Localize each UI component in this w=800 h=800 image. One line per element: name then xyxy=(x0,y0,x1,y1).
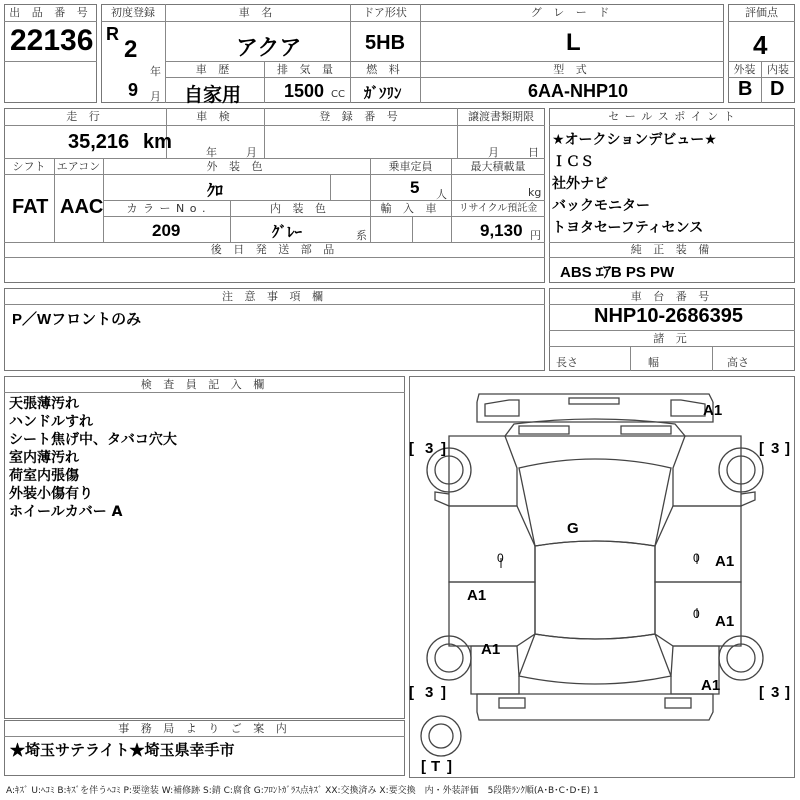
model-label: 型 式 xyxy=(553,63,591,76)
month-unit: 月 xyxy=(150,90,161,103)
grade: L xyxy=(566,29,581,56)
sales-point-item: ★オークションデビュー★ xyxy=(552,132,717,148)
exterior-score: B xyxy=(738,78,753,100)
sales-point-item: 社外ナビ xyxy=(552,176,608,192)
int-color: ｸﾞﾚｰ xyxy=(272,224,303,241)
displacement: 1500 xyxy=(284,81,325,101)
car-name-label: 車 名 xyxy=(238,6,277,19)
persons-unit: 人 xyxy=(436,188,447,201)
fuel: ｶﾞｿﾘﾝ xyxy=(364,85,402,102)
inspection-year-unit: 年 xyxy=(206,146,217,159)
inspection-label: 車 検 xyxy=(196,110,234,123)
tire-rl-bracket-open: [ xyxy=(409,684,414,701)
mark-right-zero: 0 xyxy=(693,551,700,565)
tire-fr-bracket-open: [ xyxy=(759,440,764,457)
mark-tire-fr: 3 xyxy=(771,440,780,457)
inspector-note: ホイールカバー A xyxy=(9,504,123,520)
transfer-deadline-label: 譲渡書類期限 xyxy=(468,110,534,123)
reg-year: 2 xyxy=(124,36,138,63)
aircon: AAC xyxy=(60,196,104,218)
mark-left-front-door: A1 xyxy=(467,587,487,604)
km-unit: km xyxy=(143,131,172,153)
width-label: 幅 xyxy=(648,356,659,369)
kg-unit: kg xyxy=(528,186,542,199)
inspector-note: 外装小傷有り xyxy=(9,486,93,502)
reg-no-label: 登 録 番 号 xyxy=(319,110,402,123)
notes-label: 注 意 事 項 欄 xyxy=(222,290,327,303)
mark-rear-bumper: A1 xyxy=(701,677,721,694)
mark-windshield: G xyxy=(567,520,579,537)
mark-left-rear-fender: A1 xyxy=(481,641,501,658)
mark-right-front-door: A1 xyxy=(715,553,735,570)
mark-spare: T xyxy=(431,758,441,775)
sales-point-item: バックモニター xyxy=(552,198,650,214)
displacement-label: 排 気 量 xyxy=(277,63,337,76)
spare-bracket-close: ] xyxy=(447,758,452,775)
mileage-label: 走 行 xyxy=(66,110,104,123)
genuine-equipment-label: 純 正 装 備 xyxy=(630,243,714,256)
sales-point-item: トヨタセーフティセンス xyxy=(552,220,704,236)
era: R xyxy=(106,24,119,44)
mark-tire-rl: 3 xyxy=(425,684,434,701)
inspector-notes-list xyxy=(9,395,177,521)
aircon-label: エアコン xyxy=(56,160,101,173)
deadline-month-unit: 月 xyxy=(488,146,499,159)
import-label: 輸 入 車 xyxy=(380,202,441,215)
history: 自家用 xyxy=(184,85,242,106)
body-color-label: 外 装 色 xyxy=(206,160,267,173)
tire-fr-bracket-close: ] xyxy=(785,440,790,457)
lot-number: 22136 xyxy=(10,24,94,57)
inspector-note: 室内薄汚れ xyxy=(9,450,79,466)
mark-right-zero2: 0 xyxy=(693,607,700,621)
inspector-note: 天張薄汚れ xyxy=(9,396,79,412)
exterior-label: 外装 xyxy=(733,63,756,76)
color-no-label: カ ラ ー N o . xyxy=(126,202,207,215)
tire-rr-bracket-open: [ xyxy=(759,684,764,701)
tire-rr-bracket-close: ] xyxy=(785,684,790,701)
door-label: ドア形状 xyxy=(363,6,407,19)
sales-points-label: セ ー ル ス ポ イ ン ト xyxy=(608,110,736,123)
later-parts-label: 後 日 発 送 部 品 xyxy=(210,243,339,256)
cc-unit: CC xyxy=(331,89,345,100)
inspector-note: シート焦げ中、タバコ穴大 xyxy=(9,432,177,448)
tire-fl-bracket-close: ] xyxy=(441,440,446,457)
capacity: 5 xyxy=(410,178,420,197)
mark-tire-fl: 3 xyxy=(425,440,434,457)
fuel-label: 燃 料 xyxy=(366,63,404,76)
length-label: 長さ xyxy=(556,356,578,369)
sales-points-list xyxy=(552,129,717,239)
chassis-label: 車 台 番 号 xyxy=(630,290,714,303)
chassis-no: NHP10-2686395 xyxy=(594,305,743,327)
grade-label: グ レ ー ド xyxy=(530,6,614,19)
first-reg-label: 初度登録 xyxy=(111,6,155,19)
body-color: ｸﾛ xyxy=(207,183,224,200)
office-label: 事 務 局 よ り ご 案 内 xyxy=(118,722,291,735)
mark-left-zero: 0 xyxy=(497,551,504,565)
deadline-day-unit-visible: 日 xyxy=(528,146,539,159)
dimensions-label: 諸 元 xyxy=(653,332,691,345)
legend: A:ｷｽﾞ U:ﾍｺﾐ B:ｷｽﾞを伴うﾍｺﾐ P:要塗装 W:補修跡 S:錆 C:腐食 G:ﾌﾛﾝﾄｶﾞﾗｽ点ｷｽﾞ XX:交換済み X:要交換 内・外装評価 5段階ﾗﾝｸ順(A･B･C･D･E) 1 xyxy=(6,786,599,796)
history-label: 車 歴 xyxy=(195,63,234,76)
inspector-note: ハンドルすれ xyxy=(9,414,93,430)
mark-tire-rr: 3 xyxy=(771,684,780,701)
car-diagram xyxy=(409,376,795,778)
sales-point-item: ＩＣＳ xyxy=(552,154,594,170)
reg-month: 9 xyxy=(128,80,139,100)
type-unit: 系 xyxy=(356,229,367,242)
inspection-month-unit: 月 xyxy=(246,146,257,159)
lot-number-label: 出 品 番 号 xyxy=(9,6,92,19)
capacity-label: 乗車定員 xyxy=(388,160,433,173)
door-type: 5HB xyxy=(365,32,406,54)
height-label: 高さ xyxy=(727,356,749,369)
genuine-equipment: ABS ｴｱB PS PW xyxy=(560,264,675,281)
mark-front-bumper: A1 xyxy=(703,402,723,419)
mark-right-rear-door: A1 xyxy=(715,613,735,630)
color-no: 209 xyxy=(152,221,181,240)
score: 4 xyxy=(753,30,768,60)
tire-fl-bracket-open: [ xyxy=(409,440,414,457)
model: 6AA-NHP10 xyxy=(528,81,629,101)
car-name: アクア xyxy=(236,35,302,60)
shift: FAT xyxy=(12,196,49,218)
mileage: 35,216 xyxy=(68,131,130,153)
score-label: 評価点 xyxy=(745,6,778,19)
recycle-label: リサイクル預託金 xyxy=(458,203,538,214)
interior-label: 内装 xyxy=(767,63,789,76)
notes: P／Wフロントのみ xyxy=(12,311,142,328)
recycle: 9,130 xyxy=(480,221,523,240)
spare-bracket-open: [ xyxy=(421,758,426,775)
yen-unit: 円 xyxy=(530,229,541,242)
max-load-label: 最大積載量 xyxy=(470,160,526,173)
inspector-note: 荷室内張傷 xyxy=(9,468,79,484)
interior-score: D xyxy=(770,78,785,100)
int-color-label: 内 装 色 xyxy=(270,202,330,215)
inspector-label: 検 査 員 記 入 欄 xyxy=(140,378,269,391)
year-unit: 年 xyxy=(150,65,161,78)
tire-rl-bracket-close: ] xyxy=(441,684,446,701)
shift-label: シフト xyxy=(12,160,46,173)
office-notice: ★埼玉サテライト★埼玉県幸手市 xyxy=(10,742,235,759)
